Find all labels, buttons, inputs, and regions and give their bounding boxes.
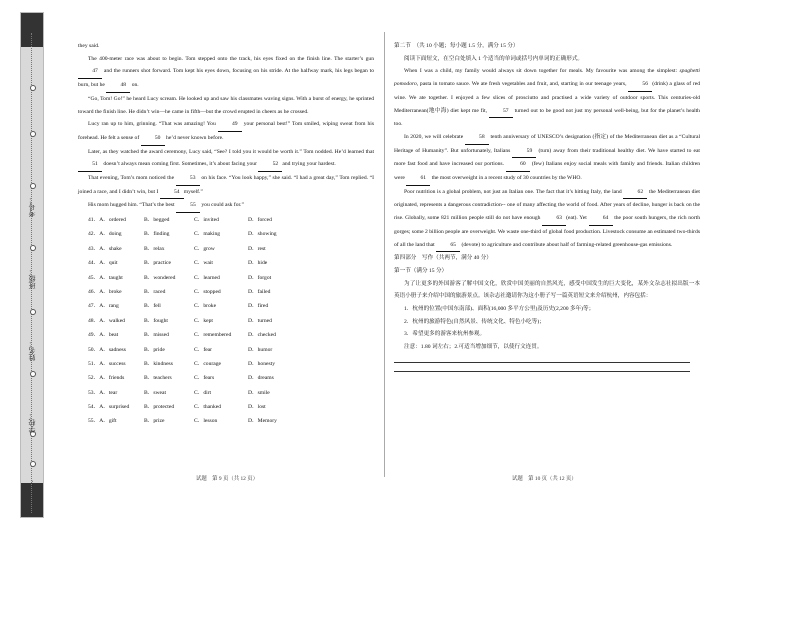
page-footer-10: 试题 第 10 页（共 12 页） [512, 476, 577, 482]
option-cell: B．fought [144, 317, 168, 324]
blank-56: 56 [628, 78, 652, 92]
part-title: 第四部分 写作（共两节，满分 40 分） [394, 255, 492, 262]
option-cell: C．stopped [194, 288, 221, 295]
page-10 [394, 40, 700, 372]
passage-paragraph: Later, as they watched the award ceremony, Lucy said, “See? I told you it would be worth it.” Tom nodded. He’d learned that 51 doesn’t always mean coming first. Sometimes, it’s about facing your 52 and trying your hardest. [78, 146, 374, 172]
blank-64: 64 [589, 212, 613, 226]
option-cell: 51．A．success [88, 360, 126, 367]
section-title: 第二节 （共 10 小题；每小题 1.5 分，满分 15 分） [394, 43, 519, 49]
page-footer-9: 试题 第 9 页（共 12 页） [196, 476, 258, 482]
option-cell: B．raced [144, 288, 166, 295]
option-cell: C．grow [194, 245, 215, 252]
section-instructions: 阅读下面短文，在空白处填入 1 个适当的单词或括号内单词的正确形式。 [404, 55, 584, 62]
writing-prompt: 为了让更多的外国游客了解中国文化，欣赏中国美丽的自然风光，感受中国发生的巨大变化，某外文杂志社拟出版一本英语小册子来介绍中国的旅游景点。该杂志社邀请你为这小册子写一篇英语短文来介绍杭州，内容包括： [394, 280, 700, 300]
passage-paragraph: In 2020, we will celebrate 58 tenth anniversary of UNESCO’s designation (指定) of the Mediterranean diet as a “Cultural Heritage of Humanity”. But unfortunately, Italians 59 (turn) away from their traditional healthy diet. We have started to eat more fast food and have increased our portions. 60 (few) Italians enjoy social meals with family and friends. Italian children were 61 the most overweight in a recent study of 30 countries by the WHO. [394, 131, 700, 186]
blank-65: 65 [436, 239, 460, 253]
option-cell: D．fired [248, 303, 269, 310]
option-cell: 42．A．doing [88, 231, 122, 238]
option-cell: D．turned [248, 317, 272, 324]
option-row [88, 256, 302, 270]
option-cell: 45．A．taught [88, 274, 123, 281]
option-row [88, 415, 302, 429]
section-title: 第一节（满分 15 分） [394, 267, 448, 274]
school-label: 学校： [28, 412, 36, 433]
binding-circle-icon [30, 85, 36, 91]
option-cell: B．missed [144, 332, 169, 339]
page-divider [384, 32, 385, 477]
option-row [88, 357, 302, 371]
option-cell: B．finding [144, 231, 170, 238]
option-row [88, 271, 302, 285]
option-cell: B．protected [144, 404, 175, 411]
option-row [88, 343, 302, 357]
option-cell: C．wait [194, 260, 213, 267]
blank-63: 63 [542, 212, 566, 226]
option-cell: B．teachers [144, 375, 172, 382]
option-cell: C．dirt [194, 389, 212, 396]
answer-line [394, 371, 690, 372]
option-cell: 46．A．broke [88, 288, 122, 295]
blank-58: 58 [465, 131, 489, 145]
option-cell: B．pride [144, 346, 165, 353]
blank-53: 53 [176, 172, 200, 186]
option-cell: 44．A．quit [88, 260, 118, 267]
blank-52: 52 [258, 158, 282, 172]
blank-55: 55 [176, 199, 200, 213]
option-row [88, 400, 302, 414]
blank-48: 48 [106, 79, 130, 93]
option-cell: D．failed [248, 288, 271, 295]
option-cell: B．relax [144, 245, 165, 252]
page-9 [78, 40, 374, 429]
option-cell: B．practice [144, 260, 172, 267]
option-cell: D．dreams [248, 375, 274, 382]
option-cell: C．kept [194, 317, 213, 324]
option-cell: C．broke [194, 303, 217, 310]
option-row [88, 228, 302, 242]
option-cell: 52．A．friends [88, 375, 125, 382]
option-cell: C．learned [194, 274, 220, 281]
option-cell: C．fear [194, 346, 213, 353]
passage-paragraph: Poor nutrition is a global problem, not just an Italian one. The fact that it’s hitting Italy, the land 62 the Mediterranean diet originated, represents a dangerous contradiction-- one of many affecting the world of food. After years of decline, hunger is back on the rise. Globally, some 821 million people still do not have enough 63 (eat). Yet 64 the poor south hungers, the rich north gorges; some 2 billion people are overweight. We waste one-third of global food production. Livestock consume an estimated two-thirds of all the land that 65 (devote) to agriculture and contribute about half of farming-related greenhouse-gas emissions. [394, 186, 700, 253]
option-cell: C．lesson [194, 418, 218, 425]
option-cell: C．remembered [194, 332, 232, 339]
option-row [88, 299, 302, 313]
blank-54: 54 [160, 186, 184, 200]
option-cell: C．courage [194, 360, 222, 367]
option-cell: D．checked [248, 332, 276, 339]
writing-point: 1．杭州的位置(中国东南部)、面积(16,000 多平方公里)及历史(2,200 多年)等； [404, 306, 595, 313]
option-cell: B．begged [144, 216, 170, 223]
writing-point: 3．希望更多的游客来杭州参观。 [404, 331, 486, 338]
option-row [88, 328, 302, 342]
option-cell: D．honesty [248, 360, 276, 367]
blank-47: 47 [78, 65, 102, 79]
writing-point: 2．杭州的旅游特色(自然风景、传统文化、特色小吃等)； [404, 318, 545, 325]
blank-51: 51 [78, 158, 102, 172]
option-cell: B．wondered [144, 274, 176, 281]
option-cell: C．invited [194, 216, 219, 223]
binding-circle-icon [30, 131, 36, 137]
blank-62: 62 [623, 186, 647, 200]
option-cell: D．humor [248, 346, 273, 353]
option-cell: C．thanked [194, 404, 222, 411]
option-cell: 50．A．sadness [88, 346, 126, 353]
passage-line: they said. [78, 43, 100, 49]
exam-number-label: 考号： [28, 196, 36, 217]
class-label: 班级： [28, 268, 36, 289]
option-cell: 55．A．gift [88, 418, 117, 425]
option-cell: 49．A．beat [88, 332, 119, 339]
options-table [88, 213, 302, 429]
option-row [88, 371, 302, 385]
name-label: 姓名： [28, 340, 36, 361]
option-row [88, 242, 302, 256]
option-row [88, 213, 302, 227]
binding-circle-icon [30, 371, 36, 377]
blank-57: 57 [489, 105, 513, 119]
option-cell: D．lost [248, 404, 266, 411]
binding-black-block-top [21, 13, 43, 47]
option-cell: 53．A．tear [88, 389, 118, 396]
blank-59: 59 [512, 145, 536, 159]
writing-note: 注意：1.80 词左右；2.可适当增加细节，以使行文连贯。 [404, 344, 543, 351]
binding-circle-icon [30, 183, 36, 189]
option-cell: 47．A．rang [88, 303, 119, 310]
binding-circle-icon [30, 461, 36, 467]
blank-49: 49 [218, 118, 242, 132]
passage-paragraph: Lucy ran up to him, grinning. “That was amazing! You 49 your personal best!” Tom smiled, wiping sweat from his forehead. He felt a sense of 50 he’d never known before. [78, 118, 374, 145]
option-cell: B．prize [144, 418, 165, 425]
option-cell: D．hide [248, 260, 268, 267]
option-cell: B．kindness [144, 360, 173, 367]
option-row [88, 314, 302, 328]
option-cell: D．forgot [248, 274, 272, 281]
blank-60: 60 [506, 158, 530, 172]
option-cell: 54．A．surprised [88, 404, 130, 411]
option-cell: 41．A．ordered [88, 216, 126, 223]
passage-paragraph: The 400-meter race was about to begin. Tom stepped onto the track, his eyes fixed on the finish line. The starter’s gun 47 and the runners shot forward. Tom kept his eyes down, focusing on his stride. At the halfway mark, his legs began to burn, but he 48 on. [78, 53, 374, 93]
option-row [88, 285, 302, 299]
passage-paragraph: When I was a child, my family would always sit down together for meals. My favourite was among the simplest: spaghetti pomodoro, pasta in tomato sauce. We ate fresh vegetables and fruit, and, starting in our teenage years, 56 (drink) a glass of red wine. We ate together. I enjoyed a few slices of prosciutto and practised a wide variety of outdoor sports. This centuries-old Mediterranean(地中海) diet kept me fit, 57 turned out to be good not just my personal well-being, but for the planet’s health too. [394, 68, 700, 128]
passage-paragraph: His mom hugged him. “That’s the best 55 you could ask for.” [78, 199, 374, 213]
binding-dots: … [27, 480, 35, 487]
binding-strip [20, 12, 44, 518]
binding-black-block-bottom [21, 483, 43, 517]
option-cell: D．forced [248, 216, 272, 223]
option-cell: 48．A．walked [88, 317, 125, 324]
option-cell: C．making [194, 231, 221, 238]
option-cell: B．sweat [144, 389, 167, 396]
option-row [88, 386, 302, 400]
binding-circle-icon [30, 245, 36, 251]
option-cell: D．rest [248, 245, 266, 252]
blank-50: 50 [141, 132, 165, 146]
option-cell: 43．A．shake [88, 245, 122, 252]
passage-paragraph: “Go, Tom! Go!” he heard Lucy scream. He looked up and saw his classmates waving signs. With a burst of energy, he sprinted toward the finish line. He didn’t win—he came in fifth—but the crowd erupted in cheers as he crossed. [78, 95, 374, 115]
option-cell: D．Memory [248, 418, 277, 425]
option-cell: B．fell [144, 303, 161, 310]
option-cell: D．showing [248, 231, 277, 238]
binding-circle-icon [30, 309, 36, 315]
answer-line [394, 362, 690, 363]
option-cell: D．smile [248, 389, 270, 396]
option-cell: C．fears [194, 375, 215, 382]
passage-paragraph: That evening, Tom’s mom noticed the 53 on his face. “You look happy,” she said. “I had a great day,” Tom replied. “I joined a race, and I didn’t win, but I 54 myself.” [78, 172, 374, 199]
blank-61: 61 [406, 172, 430, 186]
